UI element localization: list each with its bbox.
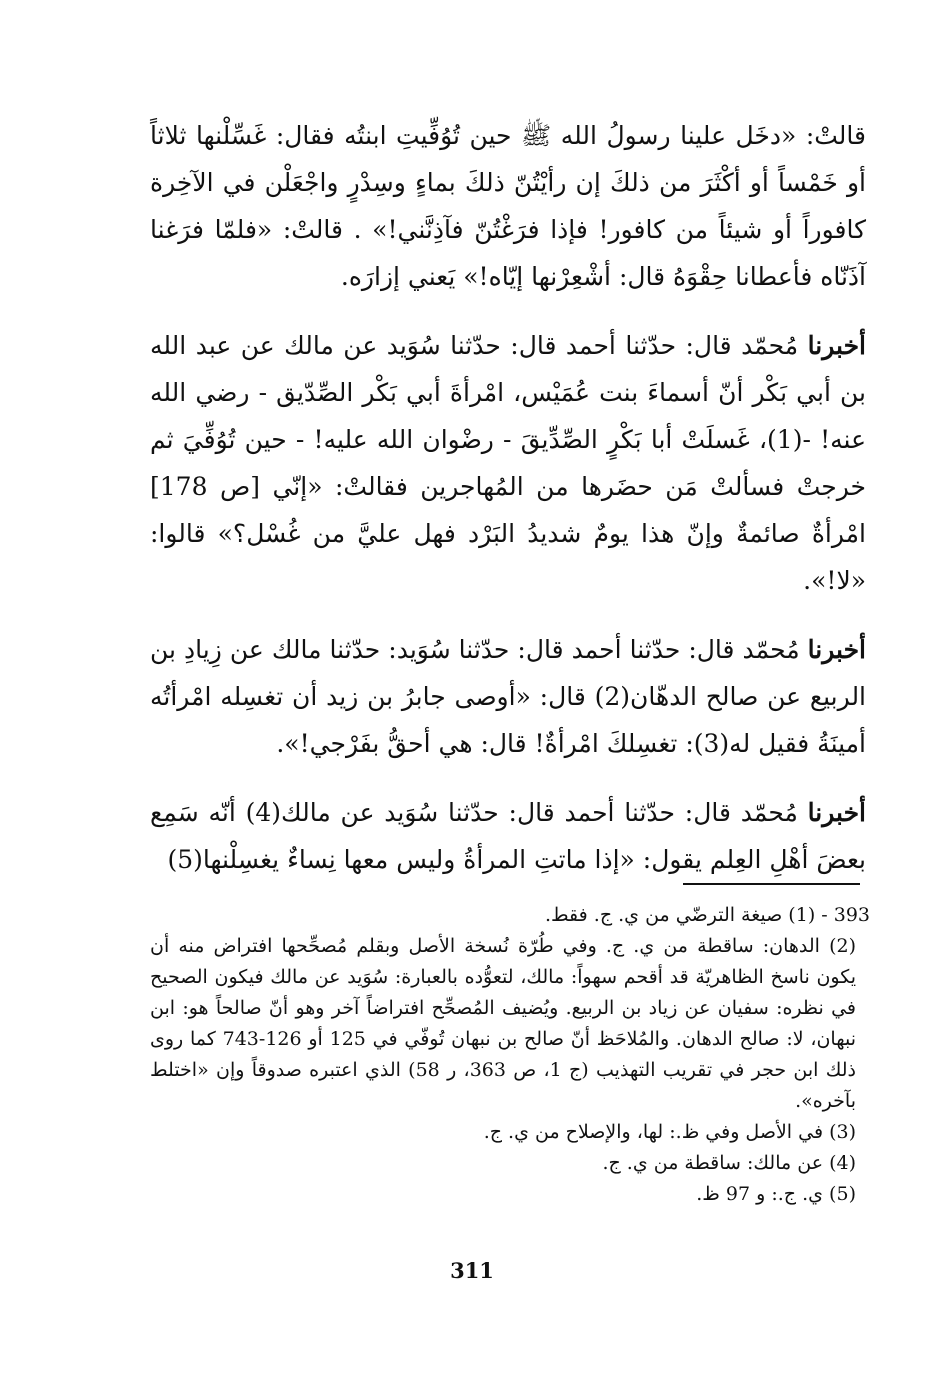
footnote-1: 393 - (1) صيغة الترضّي من ي. ج. فقط. (544, 904, 870, 926)
paragraph-1 (150, 112, 866, 300)
paragraph-3 (150, 626, 866, 767)
paragraph-4 (150, 789, 866, 883)
paragraph-text: مُحمّد قال: حدّثنا أحمد قال: حدّثنا سُوَيد عن مالك(4) أنّه سَمِع بعضَ أهْلِ العِلم يقول: «إذا ماتتِ المرأةُ وليس معها نِساءٌ يغسِلْنها(5) (150, 798, 866, 874)
footnote-4: (4) عن مالك: ساقطة من ي. ج. (602, 1152, 856, 1174)
paragraph-lead: أخبرنا (807, 798, 866, 827)
paragraph-text: مُحمّد قال: حدّثنا أحمد قال: حدّثنا سُوَيد عن مالك عن عبد الله بن أبي بَكْر أنّ أسماءَ بنت عُمَيْس، امْرأةَ أبي بَكْر الصِّدّيق - رضي الله عنه! -(1)، غَسلَتْ أبا بَكْرٍ الصِّدِّيقَ - رضْوان الله عليه! - حين تُوُفِّيَ ثم خرجتْ فسألتْ مَن حضَرها من المُهاجرين فقالتْ: «إنّي [ص 178] امْرأةٌ صائمةٌ وإنّ هذا يومٌ شديدُ البَرْد فهل عليَّ من غُسْل؟» قالوا: «لا!». (150, 331, 866, 595)
footnote-separator (683, 883, 860, 885)
page-number: 311 (450, 1258, 494, 1283)
paragraph-2 (150, 322, 866, 604)
footnote-3: (3) في الأصل وفي ظ.: لها، والإصلاح من ي. ج. (483, 1121, 856, 1143)
footnotes (150, 900, 870, 1210)
footnote-5: (5) ي. ج.: و 97 ظ. (696, 1183, 856, 1205)
footnote-2: (2) الدهان: ساقطة من ي. ج. وفي طُرّة نُسخة الأصل وبقلم مُصحِّحها افتراض منه أن يكون ناسخ الظاهريّة قد أقحم سهواً: مالك، لتعوُّده بالعبارة: سُوَيد عن مالك فيكون الصحيح في نظره: سفيان عن زياد بن الربيع. ويُضيف المُصحِّح افتراضاً آخر وهو أنّ صالحاً هو: ابن نبهان، لا: صالح الدهان. والمُلاحَظ أنّ صالح بن نبهان تُوفّي في 125 أو 126-743 كما روى ذلك ابن حجر في تقريب التهذيب (ج 1، ص 363، ر 58) الذي اعتبره صدوقاً وإن «اختلط بآخره». (150, 935, 857, 1112)
main-text (150, 112, 866, 905)
paragraph-text: مُحمّد قال: حدّثنا أحمد قال: حدّثنا سُوَيد: حدّثنا مالك عن زِيادِ بن الربيع عن صالح الدهّان(2) قال: «أوصى جابرُ بن زيد أن تغسِله امْرأتُه أمينَةُ فقيل له(3): تغسِلكَ امْرأةٌ! قال: هي أحقُّ بفَرْجي!». (150, 635, 867, 758)
paragraph-text: قالتْ: «دخَل علينا رسولُ الله ﷺ حين تُوُفِّيتِ ابنتُه فقال: غَسِّلْنها ثلاثاً أو خَمْساً أو أكْثَرَ من ذلكَ إن رأيْتُنّ ذلكَ بماءٍ وسِدْرٍ واجْعَلْن في الآخِرة كافوراً أو شيئاً من كافور! فإذا فرَغْتُنّ فآذِنَّني!» . قالتْ: «فلمّا فرَغنا آذَنّاه فأعطانا حِقْوَهُ قال: أشْعِرْنها إيّاه!» يَعني إزارَه. (150, 121, 866, 291)
paragraph-lead: أخبرنا (807, 331, 866, 360)
paragraph-lead: أخبرنا (807, 635, 866, 664)
